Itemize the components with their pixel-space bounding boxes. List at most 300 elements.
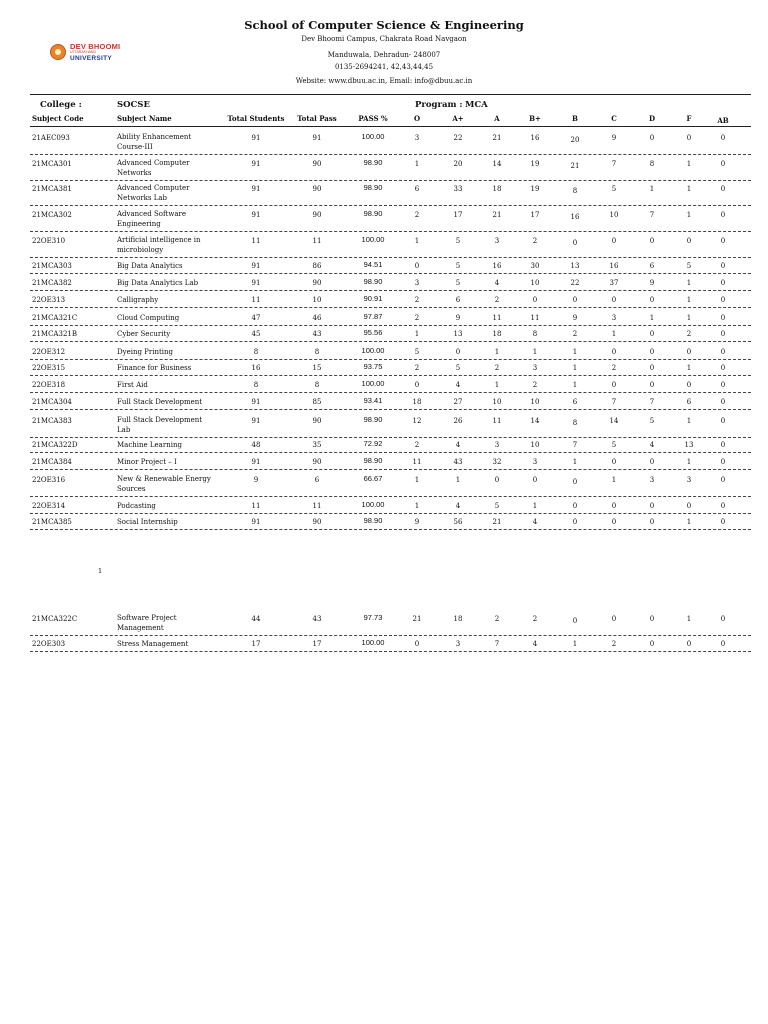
grade-a-plus-cell: 43 xyxy=(453,458,463,466)
subject-code-cell: 21MCA303 xyxy=(32,262,72,270)
pass-percent-cell: 98.90 xyxy=(363,209,383,218)
col-grade-b-plus-header: B+ xyxy=(529,114,541,123)
pass-percent-cell: 94.51 xyxy=(363,260,383,269)
grade-ab-cell: 0 xyxy=(720,185,726,193)
grade-f-cell: 0 xyxy=(686,502,692,510)
grade-b-plus-cell: 8 xyxy=(532,330,538,338)
col-subject-name-header: Subject Name xyxy=(117,114,172,123)
grade-b-plus-cell: 2 xyxy=(532,381,538,389)
row-divider xyxy=(30,341,751,342)
grade-f-cell: 0 xyxy=(686,134,692,142)
grade-ab-cell: 0 xyxy=(720,615,726,623)
grade-d-cell: 0 xyxy=(649,615,655,623)
grade-a-plus-cell: 22 xyxy=(453,134,463,142)
grade-f-cell: 6 xyxy=(686,398,692,406)
pass-percent-cell: 97.73 xyxy=(363,613,383,622)
row-divider xyxy=(30,307,751,308)
row-divider xyxy=(30,180,751,181)
total-students-cell: 11 xyxy=(251,296,261,304)
grade-a-plus-cell: 0 xyxy=(455,348,461,356)
grade-b-cell: 16 xyxy=(570,213,580,221)
grade-d-cell: 0 xyxy=(649,237,655,245)
grade-d-cell: 8 xyxy=(649,160,655,168)
grade-f-cell: 0 xyxy=(686,348,692,356)
grade-c-cell: 0 xyxy=(611,381,617,389)
col-total-students-header: Total Students xyxy=(227,114,285,123)
grade-b-cell: 0 xyxy=(572,239,578,247)
page-number: 1 xyxy=(98,567,103,575)
row-divider xyxy=(30,154,751,155)
grade-d-cell: 6 xyxy=(649,262,655,270)
row-divider xyxy=(30,437,751,438)
pass-percent-cell: 100.00 xyxy=(361,235,385,244)
grade-b-plus-cell: 0 xyxy=(532,296,538,304)
col-grade-c-header: C xyxy=(611,114,617,123)
grade-b-plus-cell: 4 xyxy=(532,518,538,526)
grade-c-cell: 14 xyxy=(609,417,619,425)
subject-code-cell: 22OE310 xyxy=(32,237,66,245)
col-grade-f-header: F xyxy=(686,114,692,123)
grade-f-cell: 1 xyxy=(686,518,692,526)
total-pass-cell: 90 xyxy=(312,160,322,168)
subject-name-cell: Cloud Computing xyxy=(117,314,180,322)
row-divider xyxy=(30,469,751,470)
subject-name-cell: Software Project Management xyxy=(117,614,177,632)
grade-o-cell: 1 xyxy=(414,476,420,484)
grade-f-cell: 1 xyxy=(686,160,692,168)
col-grade-o-header: O xyxy=(413,114,421,123)
row-divider xyxy=(30,273,751,274)
grade-c-cell: 0 xyxy=(611,458,617,466)
grade-a-cell: 14 xyxy=(492,160,502,168)
grade-o-cell: 12 xyxy=(412,417,422,425)
total-students-cell: 17 xyxy=(251,640,261,648)
pass-percent-cell: 66.67 xyxy=(363,474,383,483)
pass-percent-cell: 100.00 xyxy=(361,132,385,141)
total-students-cell: 45 xyxy=(251,330,261,338)
logo-text-line1: DEV BHOOMI xyxy=(70,42,121,51)
grade-ab-cell: 0 xyxy=(720,441,726,449)
pass-percent-cell: 98.90 xyxy=(363,456,383,465)
grade-a-plus-cell: 5 xyxy=(455,237,461,245)
pass-percent-cell: 90.91 xyxy=(363,294,383,303)
total-pass-cell: 46 xyxy=(312,314,322,322)
row-divider xyxy=(30,359,751,360)
grade-b-cell: 8 xyxy=(572,419,578,427)
subject-name-cell: Calligraphy xyxy=(117,296,159,304)
total-pass-cell: 43 xyxy=(312,615,322,623)
grade-o-cell: 1 xyxy=(414,237,420,245)
pass-percent-cell: 98.90 xyxy=(363,158,383,167)
pass-percent-cell: 98.90 xyxy=(363,415,383,424)
pass-percent-cell: 98.90 xyxy=(363,516,383,525)
pass-percent-cell: 98.90 xyxy=(363,183,383,192)
grade-f-cell: 5 xyxy=(686,262,692,270)
total-pass-cell: 11 xyxy=(312,502,322,510)
grade-a-cell: 16 xyxy=(492,262,502,270)
grade-o-cell: 3 xyxy=(414,279,420,287)
grade-b-cell: 0 xyxy=(572,478,578,486)
row-divider xyxy=(30,257,751,258)
grade-d-cell: 0 xyxy=(649,518,655,526)
grade-d-cell: 0 xyxy=(649,381,655,389)
grade-o-cell: 21 xyxy=(412,615,422,623)
subject-code-cell: 21MCA304 xyxy=(32,398,72,406)
grade-c-cell: 0 xyxy=(611,237,617,245)
grade-c-cell: 1 xyxy=(611,476,617,484)
grade-ab-cell: 0 xyxy=(720,640,726,648)
grade-a-cell: 11 xyxy=(492,417,502,425)
subject-code-cell: 21MCA384 xyxy=(32,458,72,466)
grade-b-plus-cell: 3 xyxy=(532,364,538,372)
subject-name-cell: Dyeing Printing xyxy=(117,348,174,356)
row-divider xyxy=(30,409,751,410)
grade-b-plus-cell: 19 xyxy=(530,160,540,168)
col-pass-pct-header: PASS % xyxy=(358,114,388,123)
grade-b-plus-cell: 10 xyxy=(530,441,540,449)
grade-ab-cell: 0 xyxy=(720,296,726,304)
total-pass-cell: 91 xyxy=(312,134,322,142)
subject-name-cell: Full Stack Development xyxy=(117,398,203,406)
col-grade-a-plus-header: A+ xyxy=(452,114,464,123)
column-header-rule xyxy=(30,126,751,127)
grade-a-cell: 3 xyxy=(494,237,500,245)
total-students-cell: 91 xyxy=(251,211,261,219)
grade-b-plus-cell: 11 xyxy=(530,314,540,322)
grade-a-plus-cell: 4 xyxy=(455,381,461,389)
grade-a-plus-cell: 56 xyxy=(453,518,463,526)
grade-ab-cell: 0 xyxy=(720,417,726,425)
total-students-cell: 16 xyxy=(251,364,261,372)
grade-a-cell: 10 xyxy=(492,398,502,406)
grade-f-cell: 1 xyxy=(686,211,692,219)
grade-ab-cell: 0 xyxy=(720,458,726,466)
subject-code-cell: 22OE313 xyxy=(32,296,66,304)
grade-d-cell: 4 xyxy=(649,441,655,449)
grade-ab-cell: 0 xyxy=(720,518,726,526)
subject-name-cell: Social Internship xyxy=(117,518,178,526)
grade-o-cell: 1 xyxy=(414,502,420,510)
phone-line: 0135-2694241, 42,43,44,45 xyxy=(334,63,434,71)
subject-name-cell: Big Data Analytics xyxy=(117,262,183,270)
total-pass-cell: 8 xyxy=(314,348,320,356)
grade-a-cell: 21 xyxy=(492,211,502,219)
subject-name-cell: Cyber Security xyxy=(117,330,171,338)
grade-f-cell: 1 xyxy=(686,417,692,425)
grade-ab-cell: 0 xyxy=(720,279,726,287)
grade-o-cell: 2 xyxy=(414,441,420,449)
grade-a-plus-cell: 33 xyxy=(453,185,463,193)
grade-o-cell: 1 xyxy=(414,160,420,168)
grade-ab-cell: 0 xyxy=(720,381,726,389)
grade-d-cell: 3 xyxy=(649,476,655,484)
subject-name-cell: Minor Project – I xyxy=(117,458,177,466)
grade-ab-cell: 0 xyxy=(720,348,726,356)
grade-d-cell: 0 xyxy=(649,330,655,338)
total-students-cell: 91 xyxy=(251,417,261,425)
grade-b-cell: 0 xyxy=(572,502,578,510)
subject-code-cell: 21MCA321B xyxy=(32,330,77,338)
grade-a-plus-cell: 20 xyxy=(453,160,463,168)
grade-a-cell: 2 xyxy=(494,296,500,304)
grade-b-cell: 8 xyxy=(572,187,578,195)
grade-f-cell: 1 xyxy=(686,185,692,193)
total-students-cell: 91 xyxy=(251,518,261,526)
grade-b-plus-cell: 4 xyxy=(532,640,538,648)
grade-ab-cell: 0 xyxy=(720,476,726,484)
grade-o-cell: 9 xyxy=(414,518,420,526)
grade-d-cell: 0 xyxy=(649,502,655,510)
grade-f-cell: 0 xyxy=(686,381,692,389)
subject-code-cell: 22OE315 xyxy=(32,364,66,372)
subject-name-cell: Machine Learning xyxy=(117,441,182,449)
total-students-cell: 91 xyxy=(251,160,261,168)
total-students-cell: 8 xyxy=(253,348,259,356)
grade-a-cell: 1 xyxy=(494,381,500,389)
grade-c-cell: 5 xyxy=(611,441,617,449)
grade-a-plus-cell: 27 xyxy=(453,398,463,406)
total-pass-cell: 15 xyxy=(312,364,322,372)
pass-percent-cell: 72.92 xyxy=(363,439,383,448)
subject-code-cell: 21MCA302 xyxy=(32,211,72,219)
subject-code-cell: 21MCA385 xyxy=(32,518,72,526)
grade-f-cell: 1 xyxy=(686,458,692,466)
college-label: College : xyxy=(40,100,82,110)
grade-a-cell: 2 xyxy=(494,615,500,623)
grade-c-cell: 2 xyxy=(611,640,617,648)
grade-f-cell: 0 xyxy=(686,237,692,245)
total-pass-cell: 90 xyxy=(312,417,322,425)
grade-b-plus-cell: 16 xyxy=(530,134,540,142)
grade-ab-cell: 0 xyxy=(720,237,726,245)
grade-a-cell: 18 xyxy=(492,330,502,338)
subject-code-cell: 21MCA381 xyxy=(32,185,72,193)
pass-percent-cell: 100.00 xyxy=(361,638,385,647)
grade-o-cell: 2 xyxy=(414,296,420,304)
grade-b-cell: 1 xyxy=(572,640,578,648)
grade-b-plus-cell: 17 xyxy=(530,211,540,219)
grade-b-plus-cell: 19 xyxy=(530,185,540,193)
subject-code-cell: 21MCA383 xyxy=(32,417,72,425)
grade-c-cell: 9 xyxy=(611,134,617,142)
grade-a-cell: 0 xyxy=(494,476,500,484)
program-value: MCA xyxy=(465,100,488,110)
total-pass-cell: 17 xyxy=(312,640,322,648)
subject-name-cell: Stress Management xyxy=(117,640,189,648)
grade-a-plus-cell: 5 xyxy=(455,279,461,287)
subject-name-cell: Podcasting xyxy=(117,502,156,510)
col-subject-code-header: Subject Code xyxy=(32,114,84,123)
grade-d-cell: 0 xyxy=(649,640,655,648)
total-students-cell: 9 xyxy=(253,476,259,484)
grade-c-cell: 0 xyxy=(611,615,617,623)
grade-a-plus-cell: 4 xyxy=(455,441,461,449)
grade-c-cell: 1 xyxy=(611,330,617,338)
total-pass-cell: 35 xyxy=(312,441,322,449)
total-pass-cell: 90 xyxy=(312,279,322,287)
subject-code-cell: 21MCA301 xyxy=(32,160,72,168)
total-students-cell: 8 xyxy=(253,381,259,389)
grade-a-cell: 18 xyxy=(492,185,502,193)
grade-b-cell: 1 xyxy=(572,364,578,372)
grade-o-cell: 1 xyxy=(414,330,420,338)
grade-o-cell: 18 xyxy=(412,398,422,406)
total-students-cell: 48 xyxy=(251,441,261,449)
grade-b-plus-cell: 2 xyxy=(532,237,538,245)
total-pass-cell: 43 xyxy=(312,330,322,338)
pass-percent-cell: 100.00 xyxy=(361,500,385,509)
total-pass-cell: 6 xyxy=(314,476,320,484)
grade-c-cell: 7 xyxy=(611,160,617,168)
grade-o-cell: 11 xyxy=(412,458,422,466)
logo-text-line2: UTTARAKHAND xyxy=(70,50,96,54)
grade-d-cell: 0 xyxy=(649,364,655,372)
grade-f-cell: 2 xyxy=(686,330,692,338)
grade-b-cell: 1 xyxy=(572,381,578,389)
school-title: School of Computer Science & Engineering xyxy=(244,18,524,32)
grade-a-plus-cell: 5 xyxy=(455,262,461,270)
subject-name-cell: Full Stack Development Lab xyxy=(117,416,203,434)
grade-a-plus-cell: 5 xyxy=(455,364,461,372)
grade-ab-cell: 0 xyxy=(720,330,726,338)
grade-a-plus-cell: 18 xyxy=(453,615,463,623)
grade-ab-cell: 0 xyxy=(720,134,726,142)
total-students-cell: 11 xyxy=(251,237,261,245)
row-divider xyxy=(30,205,751,206)
total-pass-cell: 90 xyxy=(312,458,322,466)
grade-c-cell: 16 xyxy=(609,262,619,270)
grade-b-cell: 0 xyxy=(572,296,578,304)
grade-d-cell: 0 xyxy=(649,134,655,142)
total-students-cell: 91 xyxy=(251,458,261,466)
grade-d-cell: 0 xyxy=(649,296,655,304)
total-students-cell: 11 xyxy=(251,502,261,510)
grade-a-cell: 2 xyxy=(494,364,500,372)
row-divider xyxy=(30,529,751,530)
grade-b-cell: 20 xyxy=(570,136,580,144)
logo-text-line3: UNIVERSITY xyxy=(70,55,113,62)
grade-a-plus-cell: 17 xyxy=(453,211,463,219)
row-divider xyxy=(30,452,751,453)
total-pass-cell: 11 xyxy=(312,237,322,245)
grade-b-plus-cell: 0 xyxy=(532,476,538,484)
pass-percent-cell: 100.00 xyxy=(361,346,385,355)
grade-b-cell: 21 xyxy=(570,162,580,170)
grade-c-cell: 5 xyxy=(611,185,617,193)
total-students-cell: 91 xyxy=(251,398,261,406)
col-grade-d-header: D xyxy=(648,114,656,123)
grade-c-cell: 0 xyxy=(611,296,617,304)
grade-f-cell: 1 xyxy=(686,314,692,322)
grade-b-cell: 22 xyxy=(570,279,580,287)
grade-c-cell: 0 xyxy=(611,348,617,356)
grade-b-plus-cell: 3 xyxy=(532,458,538,466)
subject-name-cell: First Aid xyxy=(117,381,148,389)
subject-code-cell: 21MCA382 xyxy=(32,279,72,287)
grade-c-cell: 2 xyxy=(611,364,617,372)
grade-a-cell: 4 xyxy=(494,279,500,287)
total-pass-cell: 86 xyxy=(312,262,322,270)
pass-percent-cell: 95.56 xyxy=(363,328,383,337)
grade-b-cell: 6 xyxy=(572,398,578,406)
grade-f-cell: 3 xyxy=(686,476,692,484)
grade-d-cell: 1 xyxy=(649,314,655,322)
grade-o-cell: 6 xyxy=(414,185,420,193)
grade-b-cell: 2 xyxy=(572,330,578,338)
pass-percent-cell: 100.00 xyxy=(361,379,385,388)
col-grade-a-header: A xyxy=(494,114,500,123)
total-students-cell: 91 xyxy=(251,185,261,193)
total-pass-cell: 8 xyxy=(314,381,320,389)
grade-b-plus-cell: 10 xyxy=(530,279,540,287)
grade-b-cell: 13 xyxy=(570,262,580,270)
subject-name-cell: New & Renewable Energy Sources xyxy=(117,475,211,493)
subject-name-cell: Big Data Analytics Lab xyxy=(117,279,199,287)
grade-b-cell: 7 xyxy=(572,441,578,449)
grade-d-cell: 9 xyxy=(649,279,655,287)
header-rule xyxy=(30,94,751,95)
row-divider xyxy=(30,231,751,232)
grade-ab-cell: 0 xyxy=(720,262,726,270)
grade-a-plus-cell: 3 xyxy=(455,640,461,648)
grade-d-cell: 5 xyxy=(649,417,655,425)
pass-percent-cell: 93.41 xyxy=(363,396,383,405)
grade-b-plus-cell: 14 xyxy=(530,417,540,425)
total-pass-cell: 90 xyxy=(312,185,322,193)
program-label: Program : xyxy=(415,100,463,110)
grade-c-cell: 10 xyxy=(609,211,619,219)
total-pass-cell: 90 xyxy=(312,518,322,526)
row-divider xyxy=(30,375,751,376)
grade-b-cell: 1 xyxy=(572,348,578,356)
pass-percent-cell: 98.90 xyxy=(363,277,383,286)
total-students-cell: 44 xyxy=(251,615,261,623)
grade-b-cell: 0 xyxy=(572,617,578,625)
grade-f-cell: 1 xyxy=(686,279,692,287)
address-line-1: Dev Bhoomi Campus, Chakrata Road Navgaon xyxy=(301,35,467,43)
grade-ab-cell: 0 xyxy=(720,160,726,168)
total-pass-cell: 85 xyxy=(312,398,322,406)
grade-f-cell: 1 xyxy=(686,364,692,372)
grade-o-cell: 0 xyxy=(414,381,420,389)
grade-d-cell: 7 xyxy=(649,211,655,219)
row-divider xyxy=(30,325,751,326)
subject-code-cell: 22OE303 xyxy=(32,640,66,648)
subject-code-cell: 21AEC093 xyxy=(32,134,70,142)
subject-code-cell: 21MCA321C xyxy=(32,314,78,322)
pass-percent-cell: 93.75 xyxy=(363,362,383,371)
total-students-cell: 47 xyxy=(251,314,261,322)
total-students-cell: 91 xyxy=(251,279,261,287)
col-grade-ab-header: AB xyxy=(717,116,729,125)
grade-f-cell: 0 xyxy=(686,640,692,648)
subject-name-cell: Advanced Computer Networks xyxy=(117,159,190,177)
row-divider xyxy=(30,635,751,636)
pass-percent-cell: 97.87 xyxy=(363,312,383,321)
subject-code-cell: 22OE318 xyxy=(32,381,66,389)
grade-a-cell: 11 xyxy=(492,314,502,322)
grade-f-cell: 13 xyxy=(684,441,694,449)
grade-a-plus-cell: 9 xyxy=(455,314,461,322)
grade-f-cell: 1 xyxy=(686,296,692,304)
grade-d-cell: 0 xyxy=(649,348,655,356)
grade-o-cell: 0 xyxy=(414,262,420,270)
grade-a-cell: 1 xyxy=(494,348,500,356)
row-divider xyxy=(30,651,751,652)
grade-a-plus-cell: 4 xyxy=(455,502,461,510)
grade-a-cell: 21 xyxy=(492,518,502,526)
grade-a-cell: 3 xyxy=(494,441,500,449)
